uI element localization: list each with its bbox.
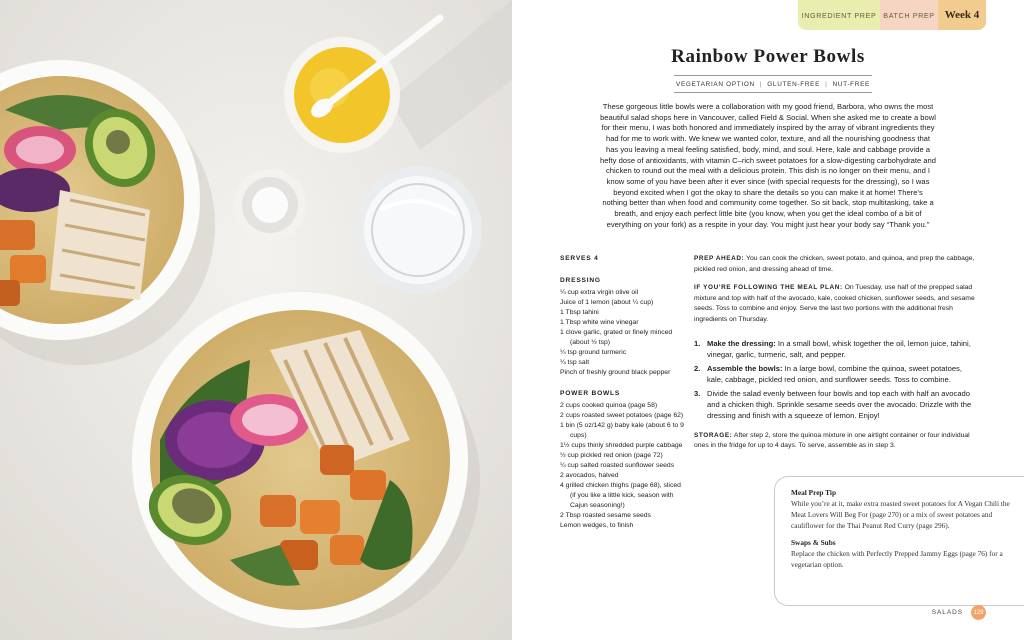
section-tabs bbox=[798, 0, 986, 30]
ingredients-column bbox=[560, 254, 684, 531]
meal-plan-text: On Tuesday, use half of the prepped salad mixture and top with half of the avocado, kale, cooked chicken, sunflower seeds, and sesame seeds. Toss to combine and enjoy. Serve the last two portions with the additional fresh ingredients on Thursday. bbox=[694, 284, 975, 323]
storage-label: STORAGE: bbox=[694, 431, 733, 439]
ingredient: Lemon wedges, to finish bbox=[560, 522, 634, 529]
salt-dish bbox=[234, 169, 306, 241]
tag-vegetarian: VEGETARIAN OPTION bbox=[675, 80, 755, 88]
ingredient: 2 cups cooked quinoa (page 58) bbox=[560, 402, 658, 409]
spacer bbox=[560, 378, 684, 389]
step-body bbox=[707, 363, 978, 385]
bowl-ingredients bbox=[560, 401, 684, 531]
meal-prep-tip-text: While you’re at it, make extra roasted sweet potatoes for A Vegan Chili the Meat Lovers Will Beg For (page 270) or a mix of sweet potatoes and cauliflower for the Thai Peanut Red Curry (page 296). bbox=[791, 499, 1010, 530]
tab-ingredient-prep[interactable]: INGREDIENT PREP bbox=[798, 0, 880, 30]
dressing-ingredients bbox=[560, 288, 684, 378]
swaps-text: Replace the chicken with Perfectly Prepped Jammy Eggs (page 76) for a vegetarian option. bbox=[791, 549, 1003, 569]
step-body bbox=[707, 388, 978, 421]
tag-nut-free: NUT-FREE bbox=[832, 80, 870, 88]
ingredient: 1 Tbsp white wine vinegar bbox=[560, 319, 639, 326]
ingredient: 1 clove garlic, grated or finely minced (about ½ tsp) bbox=[560, 329, 673, 346]
step-text: In a large bowl, combine the quinoa, sweet potatoes, kale, cabbage, pickled red onion, and sunflower seeds. Toss to combine. bbox=[707, 363, 962, 384]
step-number: 1. bbox=[694, 338, 701, 348]
ingredient: 2 cups roasted sweet potatoes (page 62) bbox=[560, 412, 684, 419]
ingredient: 2 avocados, halved bbox=[560, 472, 619, 479]
ingredient: ¼ cup extra virgin olive oil bbox=[560, 289, 639, 296]
ingredient: ¼ cup salted roasted sunflower seeds bbox=[560, 462, 675, 469]
recipe-page bbox=[512, 0, 1024, 640]
step-text: Divide the salad evenly between four bowls and top each with half an avocado and a chicken thigh. Sprinkle sesame seeds over the avocado. Drizzle with the dressing and finish with a squeeze of lemon. Enjoy! bbox=[707, 388, 972, 420]
step-lead: Make the dressing: bbox=[707, 338, 776, 348]
power-bowls-heading: POWER BOWLS bbox=[560, 390, 621, 397]
tip-box bbox=[774, 476, 1024, 606]
step-lead: Assemble the bowls: bbox=[707, 363, 783, 373]
method-steps bbox=[694, 338, 978, 421]
tab-week-4[interactable]: Week 4 bbox=[938, 0, 986, 30]
step-text: In a small bowl, whisk together the oil, lemon juice, tahini, vinegar, garlic, turmeric, salt, and pepper. bbox=[707, 338, 971, 359]
step-number: 2. bbox=[694, 363, 701, 373]
bowl-main bbox=[132, 292, 468, 628]
prep-ahead-note bbox=[694, 254, 978, 275]
meal-prep-tip-heading: Meal Prep Tip bbox=[791, 488, 836, 497]
method-step bbox=[694, 338, 978, 360]
page-footer bbox=[932, 605, 986, 620]
tag-gluten-free: GLUTEN-FREE bbox=[767, 80, 821, 88]
step-body bbox=[707, 338, 978, 360]
storage-text: After step 2, store the quinoa mixture in one airtight container or four individual ones in the fridge for up to 4 days. To serve, assemble as in step 3. bbox=[694, 431, 970, 450]
meal-plan-note bbox=[694, 283, 978, 325]
prep-ahead-text: You can cook the chicken, sweet potato, and quinoa, and prep the cabbage, pickled red onion, and dressing ahead of time. bbox=[694, 255, 975, 273]
method-column bbox=[694, 254, 978, 460]
ingredient: ¼ tsp ground turmeric bbox=[560, 349, 627, 356]
ingredient: 2 Tbsp roasted sesame seeds bbox=[560, 512, 651, 519]
tag-separator: | bbox=[759, 80, 763, 88]
section-name: SALADS bbox=[931, 609, 963, 616]
ingredient: ½ cup pickled red onion (page 72) bbox=[560, 452, 663, 459]
water-glass bbox=[354, 166, 482, 294]
tab-batch-prep[interactable]: BATCH PREP bbox=[880, 0, 938, 30]
ingredient: Pinch of freshly ground black pepper bbox=[560, 369, 671, 376]
dressing-heading: DRESSING bbox=[560, 277, 601, 284]
ingredient: Juice of 1 lemon (about ¼ cup) bbox=[560, 299, 654, 306]
tag-separator: | bbox=[825, 80, 828, 88]
ingredient: 1 Tbsp tahini bbox=[560, 309, 599, 316]
step-number: 3. bbox=[694, 388, 701, 398]
page-number-badge: 129 bbox=[971, 605, 986, 620]
prep-ahead-label: PREP AHEAD: bbox=[694, 255, 745, 262]
ingredient: ¼ tsp salt bbox=[560, 359, 590, 366]
recipe-title: Rainbow Power Bowls bbox=[671, 46, 865, 67]
method-step bbox=[694, 363, 978, 385]
diet-tags bbox=[674, 75, 872, 93]
ingredient: 1 bin (5 oz/142 g) baby kale (about 6 to 9 cups) bbox=[560, 422, 684, 439]
ingredient: 4 grilled chicken thighs (page 68), sliced (if you like a little kick, season with Cajun seasoning!) bbox=[560, 482, 681, 509]
ingredient: 1½ cups thinly shredded purple cabbage bbox=[560, 442, 683, 449]
method-step bbox=[694, 388, 978, 421]
recipe-intro: These gorgeous little bowls were a collaboration with my good friend, Barbora, who owns the most beautiful salad shops here in Vancouver, called Field & Social. When she asked me to create a bowl for their menu, I was both honored and immediately inspired by the array of vibrant ingredients they had for me to work with. We knew we wanted color, texture, and all the nourishing goodness that has you leaving a meal feeling satisfied, body, mind, and soul. Here, kale and cabbage provide a hefty dose of antioxidants, with vitamin C–rich sweet potatoes for a slow-digesting carbohydrate and chicken to round out the meal with a delicious protein. This dish is no longer on their menu, and I know some of you have been after it ever since (with special requests for the dressing), so I was beyond excited when I got the okay to share the details so you can make it at home! There’s nothing better than when food and community come together. So sit back, stop multitasking, take a breath, and enjoy each perfect little bite (you know, when you get the ideal combo of a bit of everything on your fork) as a respite in your day. You might just hear your body say “Thank you.” bbox=[600, 102, 936, 229]
meal-plan-label: IF YOU’RE FOLLOWING THE MEAL PLAN: bbox=[694, 284, 843, 292]
swaps-heading: Swaps & Subs bbox=[791, 538, 836, 547]
storage-note bbox=[694, 431, 978, 452]
servings: SERVES 4 bbox=[560, 255, 599, 262]
